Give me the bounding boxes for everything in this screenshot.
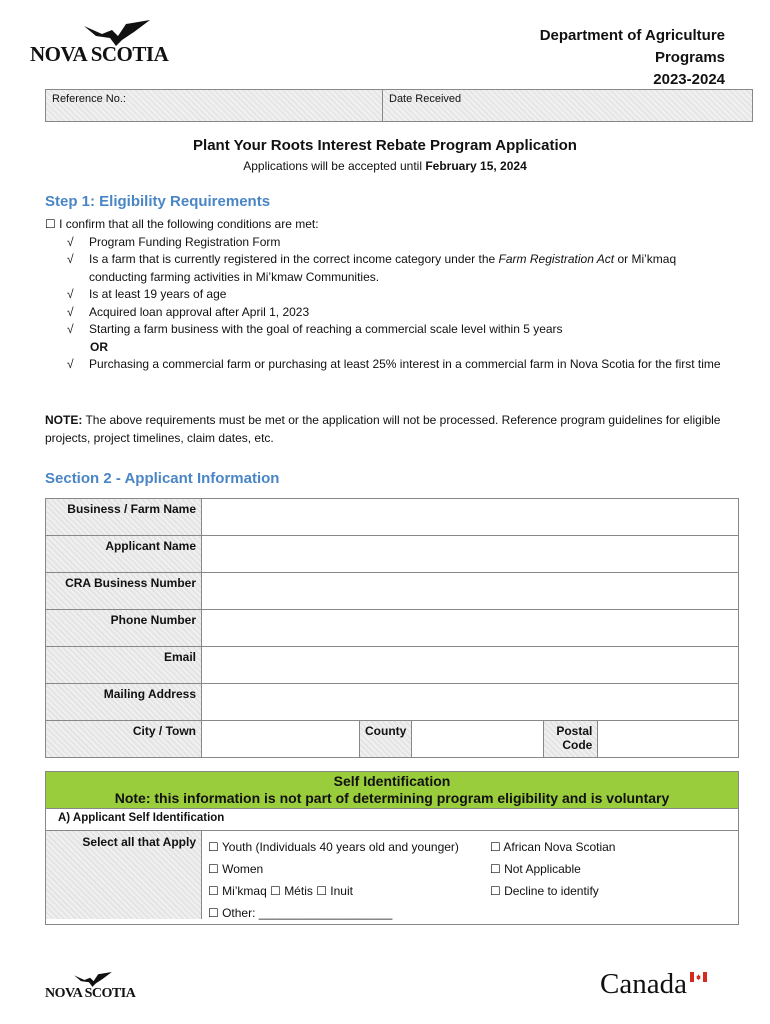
office-use-box xyxy=(45,89,753,122)
mailing-address-label: Mailing Address xyxy=(46,684,202,721)
list-item xyxy=(67,286,735,304)
list-item xyxy=(67,304,735,322)
check-icon: √ xyxy=(67,304,74,319)
date-received-label: Date Received xyxy=(389,93,462,105)
subtitle-text: Applications will be accepted until xyxy=(243,159,426,173)
item-text: Purchasing a commercial farm or purchasing at least 25% interest in a commercial farm in Nova Scotia for the first time xyxy=(89,357,721,371)
phone-label: Phone Number xyxy=(46,610,202,647)
eligibility-list xyxy=(45,216,735,374)
step1-heading: Step 1: Eligibility Requirements xyxy=(45,193,271,210)
item-text: Is a farm that is currently registered in the correct income category under the Farm Registration Act or Mi’kmaq conducting farming activities in Mi’kmaw Communities. xyxy=(89,252,677,284)
item-text: Acquired loan approval after April 1, 2023 xyxy=(89,304,310,319)
applicant-name-input[interactable] xyxy=(202,536,739,573)
section2-heading: Section 2 - Applicant Information xyxy=(45,470,280,487)
check-icon: √ xyxy=(67,357,74,371)
item-text: Program Funding Registration Form xyxy=(89,234,281,249)
check-icon: √ xyxy=(67,252,74,266)
african-nova-scotian-checkbox[interactable]: ☐ African Nova Scotian xyxy=(490,840,616,854)
item-text: Starting a farm business with the goal of reaching a commercial scale level within 5 years xyxy=(89,322,563,336)
list-item xyxy=(67,356,735,374)
postal-code-label: Postal Code xyxy=(544,721,598,758)
logo-text: NOVA SCOTIA xyxy=(30,42,169,66)
canada-flag-icon xyxy=(690,972,707,982)
self-id-options xyxy=(202,831,738,924)
page-title: Plant Your Roots Interest Rebate Program Application xyxy=(193,137,577,154)
youth-checkbox[interactable]: ☐ Youth (Individuals 40 years old and younger) xyxy=(208,840,459,854)
dept-year: 2023-2024 xyxy=(653,71,725,88)
business-name-input[interactable] xyxy=(202,499,739,536)
self-id-title: Self Identification xyxy=(333,773,451,789)
postal-code-input[interactable] xyxy=(598,721,739,758)
county-label: County xyxy=(360,721,412,758)
self-id-subheading: A) Applicant Self Identification xyxy=(46,809,738,831)
reference-label: Reference No.: xyxy=(52,93,126,105)
business-name-label: Business / Farm Name xyxy=(46,499,202,536)
note-paragraph xyxy=(45,411,735,447)
self-id-note: Note: this information is not part of determining program eligibility and is voluntary xyxy=(114,790,670,806)
city-input[interactable] xyxy=(202,721,360,758)
list-item xyxy=(67,234,735,252)
dept-programs: Programs xyxy=(654,49,725,66)
women-checkbox[interactable]: ☐ Women xyxy=(208,862,264,876)
list-item xyxy=(67,321,735,339)
item-text: Is at least 19 years of age xyxy=(89,287,227,301)
mailing-address-input[interactable] xyxy=(202,684,739,721)
note-label: NOTE: xyxy=(45,413,83,427)
self-identification-box xyxy=(45,771,739,925)
confirm-checkbox[interactable]: ☐ I confirm that all the following conditions are met: xyxy=(45,217,319,231)
applicant-name-label: Applicant Name xyxy=(46,536,202,573)
other-checkbox[interactable]: ☐ Other: ____________________ xyxy=(208,906,393,920)
canada-wordmark: Canada xyxy=(600,968,687,1000)
dept-name: Department of Agriculture xyxy=(539,27,725,44)
self-id-row xyxy=(46,831,738,924)
department-heading xyxy=(540,25,725,91)
date-received-field[interactable] xyxy=(383,90,752,121)
select-all-label: Select all that Apply xyxy=(46,831,202,919)
note-text: The above requirements must be met or the application will not be processed. Reference program guidelines for eligible projects, project timelines, claim dates, etc. xyxy=(45,413,721,445)
list-item xyxy=(67,251,735,286)
check-icon: √ xyxy=(67,287,74,301)
nova-scotia-logo xyxy=(30,20,170,70)
county-input[interactable] xyxy=(412,721,544,758)
or-separator: OR xyxy=(90,339,108,354)
cra-number-label: CRA Business Number xyxy=(46,573,202,610)
applicant-info-table xyxy=(45,498,739,758)
reference-number-field[interactable] xyxy=(46,90,383,121)
email-input[interactable] xyxy=(202,647,739,684)
cra-number-input[interactable] xyxy=(202,573,739,610)
not-applicable-checkbox[interactable]: ☐ Not Applicable xyxy=(490,862,581,876)
self-id-header xyxy=(46,772,738,809)
email-label: Email xyxy=(46,647,202,684)
check-icon: √ xyxy=(67,322,74,336)
footer-nova-scotia-logo xyxy=(45,972,145,1004)
indigenous-checkboxes[interactable]: ☐ Mi’kmaq ☐ Métis ☐ Inuit xyxy=(208,884,353,898)
page-subtitle xyxy=(0,159,770,173)
city-label: City / Town xyxy=(46,721,202,758)
check-icon: √ xyxy=(67,234,74,249)
deadline-date: February 15, 2024 xyxy=(425,159,527,173)
decline-checkbox[interactable]: ☐ Decline to identify xyxy=(490,884,599,898)
footer-logo-text: NOVA SCOTIA xyxy=(45,986,136,1001)
phone-input[interactable] xyxy=(202,610,739,647)
